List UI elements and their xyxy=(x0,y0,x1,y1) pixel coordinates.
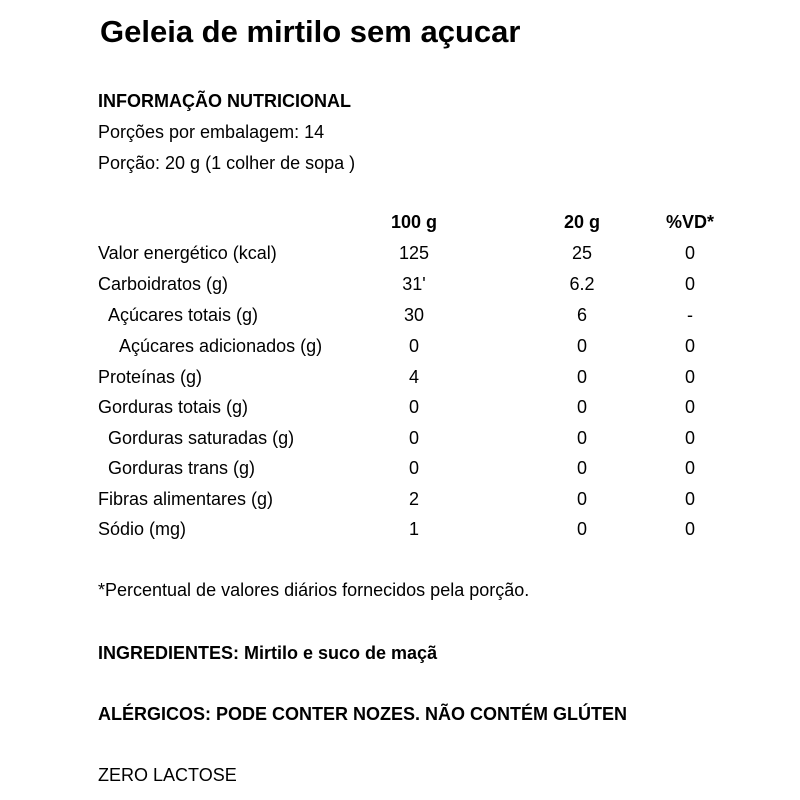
value-per-100g: 0 xyxy=(408,458,419,478)
serving-size: Porção: 20 g (1 colher de sopa ) xyxy=(98,153,356,173)
header-daily-value: %VD* xyxy=(665,212,714,232)
value-per-20g: 0 xyxy=(576,336,587,356)
value-daily-percent: 0 xyxy=(684,489,695,509)
nutrient-name: Proteínas (g) xyxy=(98,367,203,387)
value-per-20g: 0 xyxy=(576,397,587,417)
nutrient-name: Açúcares adicionados (g) xyxy=(119,336,323,356)
nutrition-heading: INFORMAÇÃO NUTRICIONAL xyxy=(98,91,351,111)
value-daily-percent: 0 xyxy=(684,367,695,387)
table-row xyxy=(98,238,738,268)
daily-value-footnote: *Percentual de valores diários fornecidos pela porção. xyxy=(98,580,530,600)
value-per-100g: 0 xyxy=(408,336,419,356)
value-daily-percent: 0 xyxy=(684,397,695,417)
table-row xyxy=(98,423,738,453)
value-per-20g: 25 xyxy=(571,243,593,263)
servings-per-package: Porções por embalagem: 14 xyxy=(98,122,325,142)
value-per-100g: 30 xyxy=(403,305,425,325)
table-row xyxy=(98,269,738,299)
nutrient-name: Fibras alimentares (g) xyxy=(98,489,274,509)
table-row xyxy=(98,514,738,544)
allergens-statement: ALÉRGICOS: PODE CONTER NOZES. NÃO CONTÉM GLÚTEN xyxy=(98,704,628,724)
value-per-20g: 6 xyxy=(576,305,587,325)
value-daily-percent: 0 xyxy=(684,336,695,356)
nutrient-name: Gorduras saturadas (g) xyxy=(108,428,295,448)
value-daily-percent: - xyxy=(687,305,693,325)
value-per-100g: 31' xyxy=(402,274,426,294)
ingredients-statement: INGREDIENTES: Mirtilo e suco de maçã xyxy=(98,643,438,663)
value-daily-percent: 0 xyxy=(684,519,695,539)
product-title: Geleia de mirtilo sem açucar xyxy=(100,14,521,49)
value-per-20g: 0 xyxy=(576,428,587,448)
value-per-100g: 0 xyxy=(408,428,419,448)
value-per-100g: 0 xyxy=(408,397,419,417)
table-row xyxy=(98,484,738,514)
table-header-row xyxy=(98,207,738,237)
table-row xyxy=(98,453,738,483)
value-daily-percent: 0 xyxy=(684,428,695,448)
table-row xyxy=(98,331,738,361)
table-row xyxy=(98,362,738,392)
value-per-100g: 1 xyxy=(408,519,419,539)
value-per-100g: 4 xyxy=(408,367,419,387)
nutrient-name: Gorduras totais (g) xyxy=(98,397,249,417)
value-daily-percent: 0 xyxy=(684,274,695,294)
value-daily-percent: 0 xyxy=(684,243,695,263)
header-per-20g: 20 g xyxy=(563,212,601,232)
value-per-20g: 0 xyxy=(576,367,587,387)
table-row xyxy=(98,300,738,330)
value-daily-percent: 0 xyxy=(684,458,695,478)
value-per-100g: 125 xyxy=(398,243,430,263)
value-per-20g: 0 xyxy=(576,458,587,478)
nutrient-name: Açúcares totais (g) xyxy=(108,305,259,325)
nutrient-name: Sódio (mg) xyxy=(98,519,187,539)
nutrient-name: Valor energético (kcal) xyxy=(98,243,277,263)
header-per-100g: 100 g xyxy=(390,212,438,232)
nutrient-name: Gorduras trans (g) xyxy=(108,458,256,478)
value-per-20g: 6.2 xyxy=(569,274,595,294)
value-per-20g: 0 xyxy=(576,519,587,539)
table-row xyxy=(98,392,738,422)
lactose-statement: ZERO LACTOSE xyxy=(98,765,237,785)
value-per-100g: 2 xyxy=(408,489,419,509)
nutrient-name: Carboidratos (g) xyxy=(98,274,229,294)
value-per-20g: 0 xyxy=(576,489,587,509)
